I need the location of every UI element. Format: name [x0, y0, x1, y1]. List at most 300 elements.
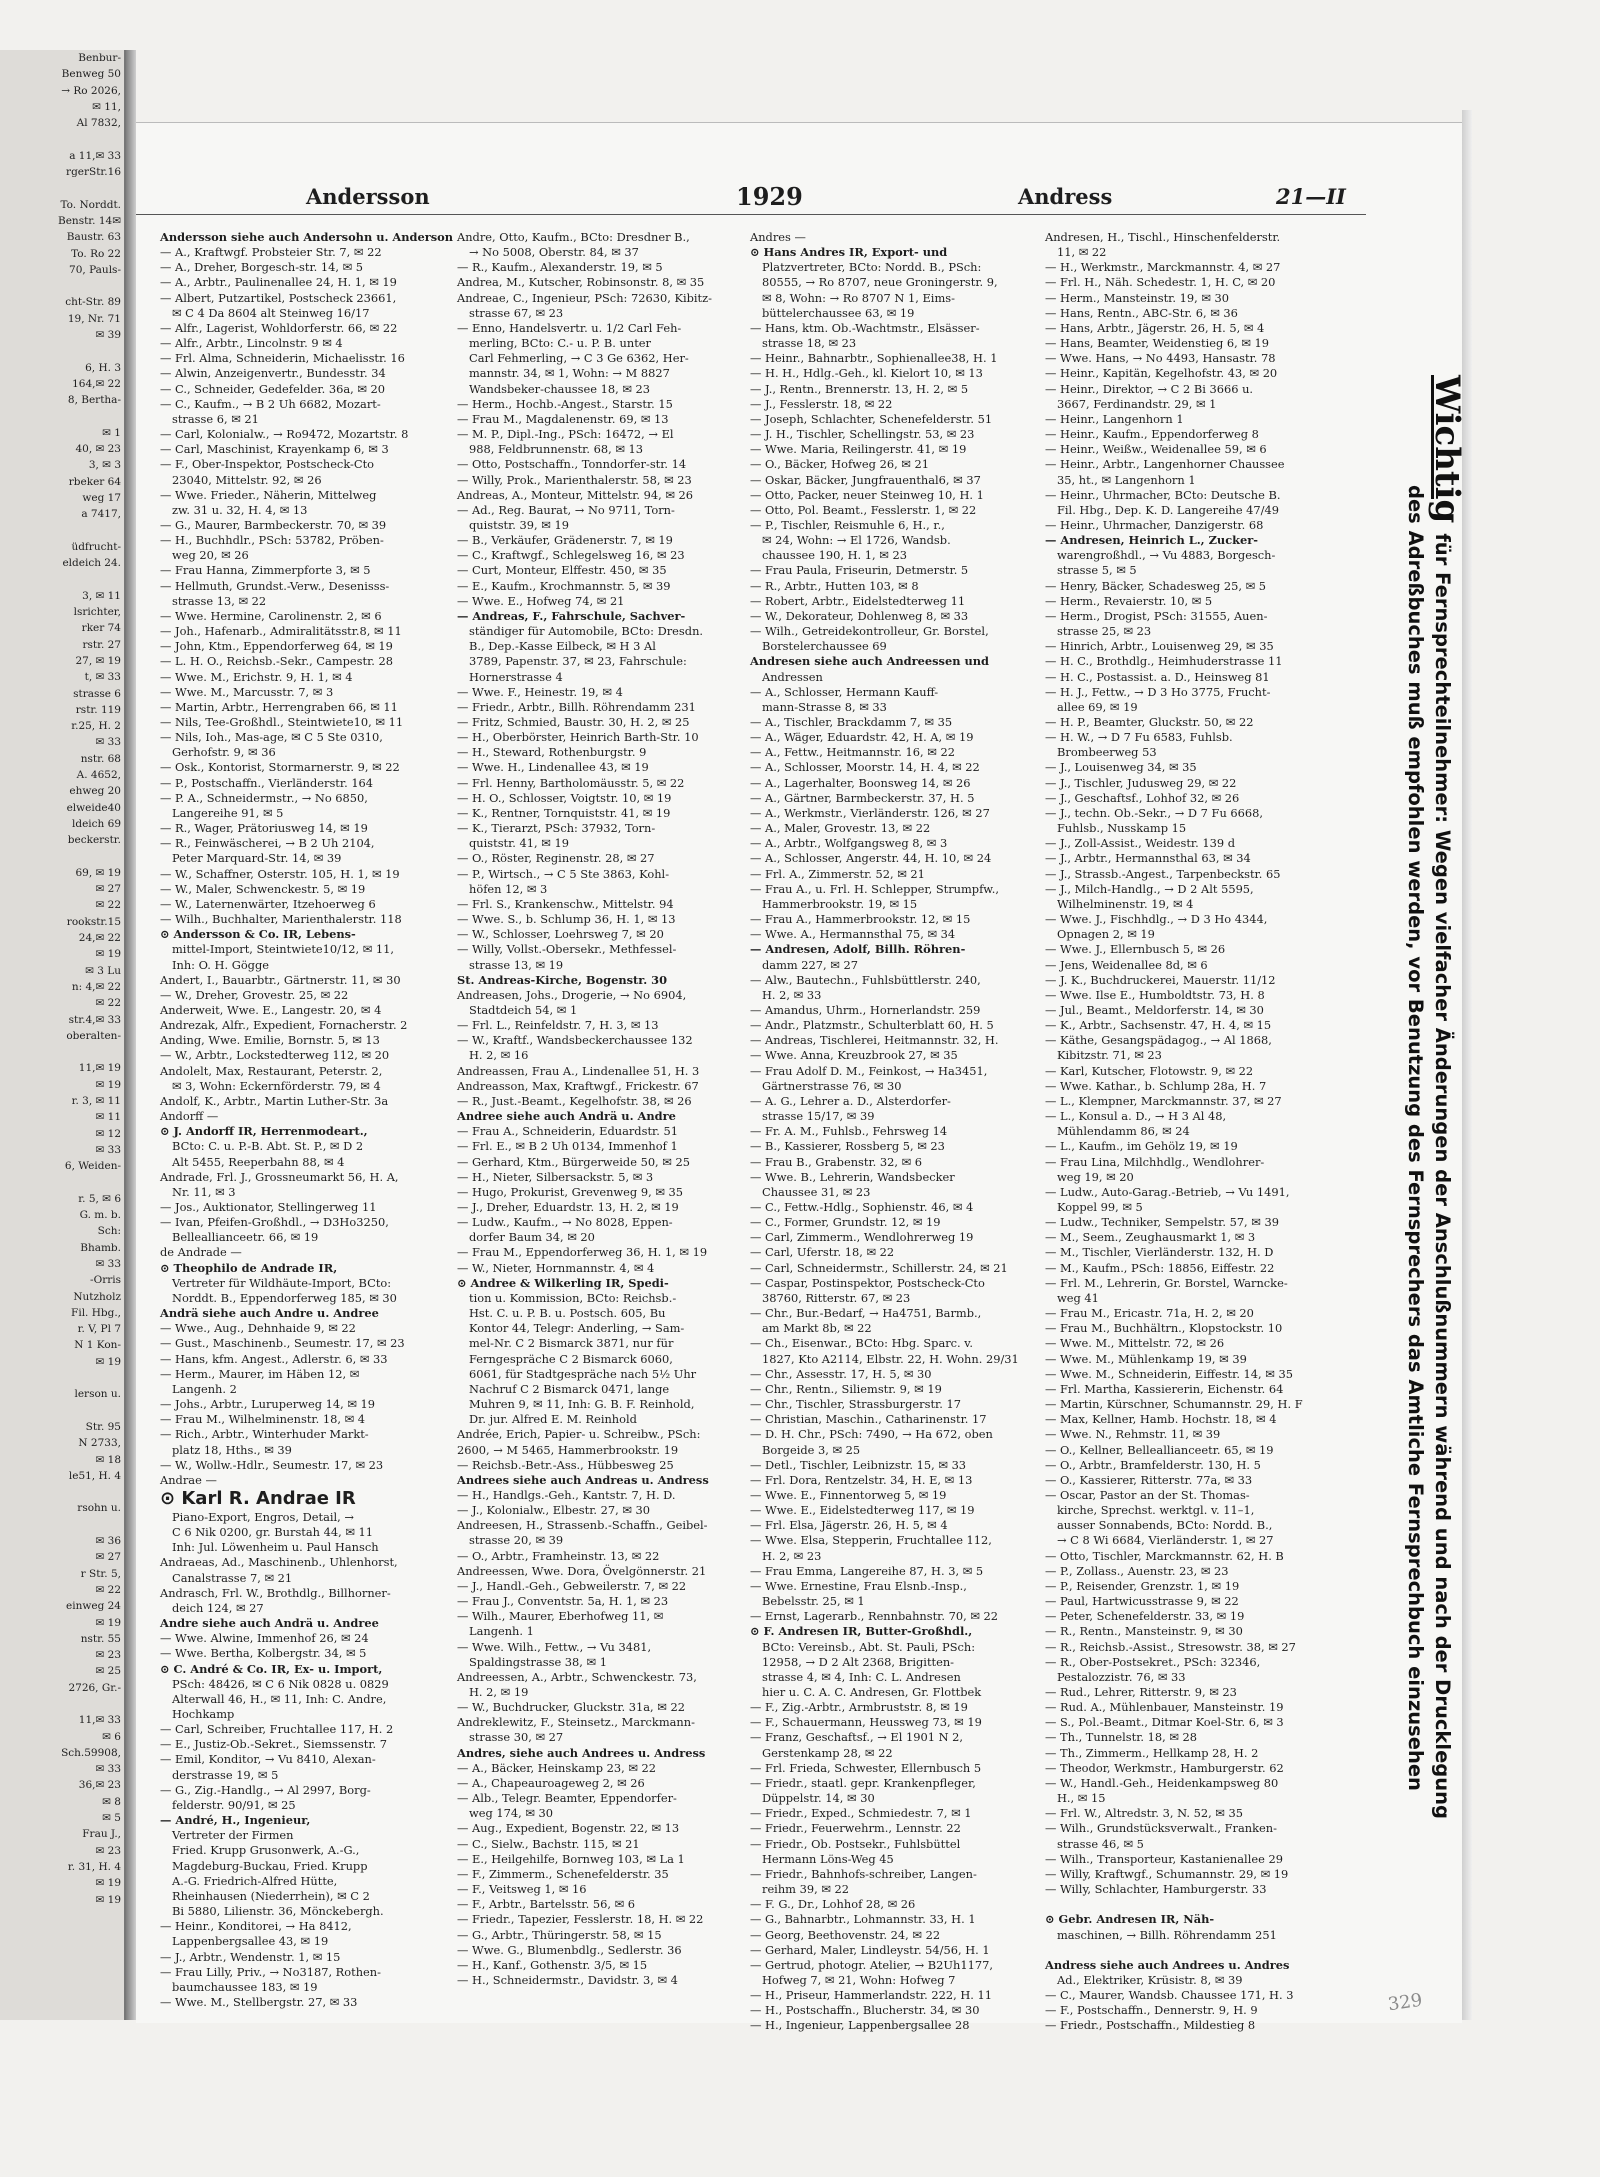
left-fragment-line: t, ✉ 33	[84, 671, 121, 684]
directory-entry: — W., Dekorateur, Dohlenweg 8, ✉ 33	[750, 608, 969, 623]
directory-entry: — Frau A., u. Frl. H. Schlepper, Strumpfw.,	[750, 881, 999, 896]
directory-entry: Borgeide 3, ✉ 25	[762, 1442, 861, 1457]
left-fragment-line: rookstr.15	[66, 915, 121, 928]
directory-entry: — Wwe. Maria, Reilingerstr. 41, ✉ 19	[750, 442, 967, 457]
directory-entry: — Wwe. F., Heinestr. 19, ✉ 4	[457, 684, 623, 699]
directory-entry: — W., Schlosser, Loehrsweg 7, ✉ 20	[457, 927, 664, 942]
directory-entry: — Frl. Dora, Rentzelstr. 34, H. E, ✉ 13	[750, 1472, 973, 1487]
directory-entry: — A., Wäger, Eduardstr. 42, H. A, ✉ 19	[750, 730, 974, 745]
directory-entry: — Hans, Arbtr., Jägerstr. 26, H. 5, ✉ 4	[1045, 320, 1265, 335]
directory-entry: 12958, → D 2 Alt 2368, Brigitten-	[762, 1654, 955, 1669]
directory-entry: — Heinr., Kaufm., Eppendorferweg 8	[1045, 427, 1259, 442]
directory-entry: — A., Werkmstr., Vierländerstr. 126, ✉ 27	[750, 805, 990, 820]
directory-entry: 3789, Papenstr. 37, ✉ 23, Fahrschule:	[469, 654, 687, 669]
directory-entry: — Albert, Putzartikel, Postscheck 23661,	[160, 290, 397, 305]
directory-entry: Rheinhausen (Niederrhein), ✉ C 2	[172, 1888, 370, 1903]
directory-entry: — H. O., Schlosser, Voigtstr. 10, ✉ 19	[457, 790, 672, 805]
directory-columns	[160, 230, 1360, 2033]
directory-entry: — Wwe. M., Schneiderin, Eiffestr. 14, ✉ 35	[1045, 1366, 1293, 1381]
directory-entry: — Heinr., Weißw., Weidenallee 59, ✉ 6	[1045, 442, 1267, 457]
directory-entry: — O., Arbtr., Bramfelderstr. 130, H. 5	[1045, 1457, 1261, 1472]
directory-entry: Ferngespräche C 2 Bismarck 6060,	[469, 1351, 673, 1366]
directory-entry: — H., Buchhdlr., PSch: 53782, Pröben-	[160, 533, 384, 548]
directory-entry: — H. H., Hdlg.-Geh., kl. Kielort 10, ✉ 13	[750, 366, 983, 381]
directory-entry: — Detl., Tischler, Leibnizstr. 15, ✉ 33	[750, 1457, 967, 1472]
directory-entry: — Oscar, Pastor an der St. Thomas-	[1045, 1487, 1250, 1502]
directory-entry: Andreessen, A., Arbtr., Schwenckestr. 73,	[457, 1669, 697, 1684]
directory-heading: Andres, siehe auch Andrees u. Andress	[457, 1745, 706, 1760]
directory-entry: — Frau M., Eppendorferweg 36, H. 1, ✉ 19	[457, 1245, 708, 1260]
directory-entry: — H., Postschaffn., Blucherstr. 34, ✉ 30	[750, 2003, 980, 2018]
left-fragment-line: 2726, Gr.-	[68, 1681, 121, 1694]
directory-entry: — J., Rentn., Brennerstr. 13, H. 2, ✉ 5	[750, 381, 969, 396]
directory-entry: Andrezak, Alfr., Expedient, Fornacherstr. 2	[160, 1018, 408, 1033]
directory-entry: de Andrade —	[160, 1245, 242, 1260]
column-4	[1045, 230, 1333, 2033]
directory-entry: weg 20, ✉ 26	[172, 548, 249, 563]
directory-entry: Andreesen, H., Strassenb.-Schaffn., Geibel-	[457, 1518, 708, 1533]
directory-entry: — J., Louisenweg 34, ✉ 35	[1045, 760, 1197, 775]
directory-entry: — W., Schaffner, Osterstr. 105, H. 1, ✉ 19	[160, 866, 400, 881]
directory-entry: Peter Marquard-Str. 14, ✉ 39	[172, 851, 342, 866]
left-fragment-line: ✉ 12	[95, 1127, 121, 1140]
directory-entry: Borstelerchaussee 69	[762, 639, 887, 654]
left-fragment-line: ✉ 5	[102, 1812, 121, 1825]
left-fragment-line: Sch:	[97, 1225, 121, 1238]
left-fragment-line	[0, 1370, 124, 1386]
left-fragment-line: 70, Pauls-	[69, 263, 121, 276]
directory-entry: Hornerstrasse 4	[469, 669, 563, 684]
directory-entry: — Herm., Revaierstr. 10, ✉ 5	[1045, 593, 1213, 608]
left-fragment-line: ✉ 39	[95, 329, 121, 342]
directory-entry: — Hans, ktm. Ob.-Wachtmstr., Elsässer-	[750, 320, 980, 335]
directory-entry: — Caspar, Postinspektor, Postscheck-Cto	[750, 1275, 985, 1290]
directory-entry: ständiger für Automobile, BCto: Dresdn.	[469, 624, 704, 639]
left-fragment-line: ✉ 11,	[92, 100, 121, 113]
directory-entry: — C., Maurer, Wandsb. Chaussee 171, H. 3	[1045, 1988, 1294, 2003]
directory-entry: strasse 13, ✉ 19	[469, 957, 564, 972]
directory-entry: PSch: 48426, ✉ C 6 Nik 0828 u. 0829	[172, 1676, 389, 1691]
left-fragment-line: 27, ✉ 19	[75, 654, 121, 667]
directory-entry: baumchaussee 183, ✉ 19	[172, 1979, 318, 1994]
directory-entry: Langereihe 91, ✉ 5	[172, 805, 284, 820]
directory-entry: — Ludw., Kaufm., → No 8028, Eppen-	[457, 1215, 673, 1230]
directory-entry: — Karl, Kutscher, Flotowstr. 9, ✉ 22	[1045, 1063, 1254, 1078]
directory-entry: Hochkamp	[172, 1707, 235, 1721]
directory-entry: 38760, Ritterstr. 67, ✉ 23	[762, 1290, 911, 1305]
left-fragment-line: ✉ 19	[95, 1355, 121, 1368]
directory-entry: — Wwe. Wilh., Fettw., → Vu 3481,	[457, 1639, 652, 1654]
directory-entry: Andrée, Erich, Papier- u. Schreibw., PSch:	[457, 1427, 701, 1442]
directory-entry: — Frau Adolf D. M., Feinkost, → Ha3451,	[750, 1063, 988, 1078]
directory-entry: H. 2, ✉ 23	[762, 1548, 822, 1563]
directory-entry: — Herm., Hochb.-Angest., Starstr. 15	[457, 396, 673, 411]
directory-entry: — L., Konsul a. D., → H 3 Al 48,	[1045, 1109, 1227, 1124]
directory-entry: — Nils, Tee-Großhdl., Steintwiete10, ✉ 11	[160, 715, 404, 729]
directory-entry: 2600, → M 5465, Hammerbrookstr. 19	[457, 1442, 679, 1457]
left-fragment-line: ✉ 3 Lu	[85, 964, 121, 977]
directory-entry: H., ✉ 15	[1057, 1791, 1106, 1806]
directory-entry: Bebelsstr. 25, ✉ 1	[762, 1594, 865, 1609]
directory-entry: — A., Bäcker, Heinskamp 23, ✉ 22	[457, 1760, 657, 1775]
directory-entry: Koppel 99, ✉ 5	[1057, 1200, 1143, 1214]
directory-entry: — Hans, kfm. Angest., Adlerstr. 6, ✉ 33	[160, 1351, 388, 1366]
directory-heading: Andress siehe auch Andrees u. Andres	[1045, 1957, 1290, 1972]
directory-heading: ⊙ C. André & Co. IR, Ex- u. Import,	[160, 1661, 383, 1676]
directory-entry: — A., Arbtr., Paulinenallee 24, H. 1, ✉ 19	[160, 275, 397, 290]
directory-heading: Andree siehe auch Andrä u. Andre	[457, 1109, 676, 1124]
directory-entry: zw. 31 u. 32, H. 4, ✉ 13	[172, 502, 308, 517]
directory-entry: — Gerhard, Ktm., Bürgerweide 50, ✉ 25	[457, 1154, 690, 1169]
directory-entry: — W., Nieter, Hornmannstr. 4, ✉ 4	[457, 1260, 655, 1275]
directory-entry: — Wwe. M., Erichstr. 9, H. 1, ✉ 4	[160, 669, 353, 684]
directory-entry: → No 5008, Oberstr. 84, ✉ 37	[469, 245, 639, 260]
directory-entry: — A., Tischler, Brackdamm 7, ✉ 35	[750, 715, 953, 729]
left-fragment-line: 3, ✉ 3	[88, 459, 121, 472]
directory-entry: Gerhofstr. 9, ✉ 36	[172, 745, 276, 760]
directory-entry: — Friedr., Postschaffn., Mildestieg 8	[1045, 2018, 1256, 2033]
left-fragment-line: Fil. Hbg.,	[71, 1306, 121, 1319]
directory-entry: — H., Nieter, Silbersackstr. 5, ✉ 3	[457, 1169, 654, 1184]
directory-entry: — Herm., Mansteinstr. 19, ✉ 30	[1045, 290, 1229, 305]
directory-entry: — Chr., Assesstr. 17, H. 5, ✉ 30	[750, 1366, 932, 1381]
directory-entry: Andrade, Frl. J., Grossneumarkt 56, H. A,	[160, 1169, 399, 1184]
directory-entry: — Wwe. Hermine, Carolinenstr. 2, ✉ 6	[160, 608, 382, 623]
left-fragment-line: ✉ 19	[95, 1616, 121, 1629]
directory-entry: — Wilh., Grundstücksverwalt., Franken-	[1045, 1821, 1277, 1836]
directory-entry: — F., Schauermann, Heussweg 73, ✉ 19	[750, 1715, 982, 1730]
left-fragment-line: 11,✉ 19	[78, 1062, 121, 1075]
directory-entry: — Heinr., Direktor, → C 2 Bi 3666 u.	[1045, 381, 1254, 396]
directory-entry: — Frau B., Grabenstr. 32, ✉ 6	[750, 1154, 923, 1169]
page-header	[136, 178, 1366, 215]
directory-entry: — Heinr., Uhrmacher, BCto: Deutsche B.	[1045, 487, 1281, 502]
directory-heading: ⊙ Karl R. Andrae IR	[160, 1487, 356, 1509]
directory-entry: — Ludw., Auto-Garag.-Betrieb, → Vu 1491,	[1045, 1184, 1290, 1199]
directory-entry: — Martin, Kürschner, Schumannstr. 29, H. F	[1045, 1397, 1303, 1412]
directory-entry: — Hugo, Prokurist, Grevenweg 9, ✉ 35	[457, 1184, 683, 1199]
directory-entry: Wilhelminenstr. 19, ✉ 4	[1057, 896, 1194, 911]
directory-entry: Langenh. 1	[469, 1624, 534, 1639]
directory-entry: mittel-Import, Steintwiete10/12, ✉ 11,	[172, 942, 395, 957]
directory-entry: — J., Kolonialw., Elbestr. 27, ✉ 30	[457, 1503, 651, 1518]
left-fragment-line: 6, H. 3	[85, 361, 121, 374]
directory-entry: — H., Schneidermstr., Davidstr. 3, ✉ 4	[457, 1972, 678, 1987]
directory-entry: — Fritz, Schmied, Baustr. 30, H. 2, ✉ 25	[457, 715, 690, 729]
directory-entry: — Oskar, Bäcker, Jungfrauenthal6, ✉ 37	[750, 472, 981, 487]
directory-entry: — P., Zollass., Auenstr. 23, ✉ 23	[1045, 1563, 1229, 1578]
left-fragment-line: ✉ 23	[95, 1649, 121, 1662]
directory-heading: ⊙ Gebr. Andresen IR, Näh-	[1045, 1912, 1215, 1927]
directory-entry: — O., Röster, Reginenstr. 28, ✉ 27	[457, 851, 655, 866]
directory-entry: Anding, Wwe. Emilie, Bornstr. 5, ✉ 13	[160, 1033, 380, 1048]
directory-entry: — A. G., Lehrer a. D., Alsterdorfer-	[750, 1093, 951, 1108]
directory-entry: allee 69, ✉ 19	[1057, 699, 1138, 714]
directory-entry: — Rich., Arbtr., Winterhuder Markt-	[160, 1427, 369, 1442]
directory-entry: — Wilh., Getreidekontrolleur, Gr. Borstel,	[750, 624, 989, 639]
left-fragment-line	[0, 1403, 124, 1419]
directory-entry: weg 174, ✉ 30	[469, 1806, 554, 1821]
directory-entry: — Wwe. Elsa, Stepperin, Fruchtallee 112,	[750, 1533, 992, 1548]
directory-entry: 11, ✉ 22	[1057, 245, 1107, 260]
directory-entry: — J., Tischler, Judusweg 29, ✉ 22	[1045, 775, 1237, 790]
directory-entry: — Franz, Geschaftsf., → El 1901 N 2,	[750, 1730, 964, 1745]
left-fragment-line: r. V, Pl 7	[77, 1323, 121, 1336]
directory-entry: — Willy, Schlachter, Hamburgerstr. 33	[1045, 1882, 1267, 1897]
directory-entry: — Frau Hanna, Zimmerpforte 3, ✉ 5	[160, 563, 371, 578]
directory-entry: hier u. C. A. C. Andresen, Gr. Flottbek	[762, 1685, 982, 1699]
header-left-keyword: Andersson	[306, 184, 430, 209]
directory-entry: — Hinrich, Arbtr., Louisenweg 29, ✉ 35	[1045, 639, 1274, 654]
directory-entry: — Hans, Rentn., ABC-Str. 6, ✉ 36	[1045, 305, 1238, 320]
directory-entry: — Ch., Eisenwar., BCto: Hbg. Sparc. v.	[750, 1336, 974, 1351]
left-fragment-line: N 1 Kon-	[74, 1339, 121, 1352]
directory-entry: warengroßhdl., → Vu 4883, Borgesch-	[1057, 548, 1276, 563]
directory-entry: — Alb., Telegr. Beamter, Eppendorfer-	[457, 1791, 677, 1806]
directory-entry: — Wwe. Ilse E., Humboldtstr. 73, H. 8	[1045, 987, 1265, 1002]
directory-entry: — Friedr., staatl. gepr. Krankenpfleger,	[750, 1775, 976, 1790]
directory-entry: — Johs., Arbtr., Luruperweg 14, ✉ 19	[160, 1397, 376, 1412]
directory-entry: — Friedr., Ob. Postsekr., Fuhlsbüttel	[750, 1836, 961, 1851]
left-fragment-line: ✉ 19	[95, 1078, 121, 1091]
left-fragment-line	[0, 849, 124, 865]
directory-entry: H. 2, ✉ 19	[469, 1685, 529, 1699]
directory-entry: — Curt, Monteur, Elffestr. 450, ✉ 35	[457, 563, 667, 578]
directory-entry: Vertreter der Firmen	[172, 1828, 294, 1843]
directory-entry: — Frl. A., Zimmerstr. 52, ✉ 21	[750, 866, 925, 881]
left-fragment-line: G. m. b.	[79, 1209, 121, 1222]
directory-entry: Belleallianceetr. 66, ✉ 19	[172, 1230, 319, 1245]
directory-entry: — Georg, Beethovenstr. 24, ✉ 22	[750, 1927, 941, 1942]
directory-entry: — Wwe. E., Hofweg 74, ✉ 21	[457, 593, 625, 608]
left-page-fragment	[0, 50, 126, 2020]
directory-entry: Muhren 9, ✉ 11, Inh: G. B. F. Reinhold,	[469, 1397, 695, 1412]
directory-entry: — Otto, Tischler, Marckmannstr. 62, H. B	[1045, 1548, 1284, 1563]
directory-entry: — Frau Lina, Milchhdlg., Wendlohrer-	[1045, 1154, 1265, 1169]
directory-entry: — J. K., Buchdruckerei, Mauerstr. 11/12	[1045, 972, 1276, 987]
directory-entry: Wandsbeker-chaussee 18, ✉ 23	[469, 381, 650, 396]
directory-entry: — G., Bahnarbtr., Lohmannstr. 33, H. 1	[750, 1912, 976, 1927]
directory-entry	[1045, 1897, 1333, 1912]
directory-entry: merling, BCto: C.- u. P. B. unter	[469, 336, 651, 351]
left-fragment-line: ✉ 27	[95, 883, 121, 896]
directory-entry: Inh: O. H. Gögge	[172, 957, 269, 972]
left-fragment-line: nstr. 55	[80, 1632, 121, 1645]
directory-entry: — Rud., Lehrer, Ritterstr. 9, ✉ 23	[1045, 1685, 1237, 1699]
directory-entry: — C., Former, Grundstr. 12, ✉ 19	[750, 1215, 941, 1230]
directory-entry: — E., Kaufm., Krochmannstr. 5, ✉ 39	[457, 578, 671, 593]
left-fragment-line: Str. 95	[85, 1420, 121, 1433]
directory-entry: 35, ht., ✉ Langenhorn 1	[1057, 472, 1196, 487]
directory-entry: — Wwe. E., Finnentorweg 5, ✉ 19	[750, 1487, 947, 1502]
directory-entry: — A., Fettw., Heitmannstr. 16, ✉ 22	[750, 745, 955, 760]
directory-entry: — Wwe. Frieder., Näherin, Mittelweg	[160, 487, 377, 502]
directory-entry: — Carl, Maschinist, Krayenkamp 6, ✉ 3	[160, 442, 389, 457]
left-fragment-line: ✉ 36	[95, 1535, 121, 1548]
directory-entry: — A., Lagerhalter, Boonsweg 14, ✉ 26	[750, 775, 971, 790]
left-fragment-line: ✉ 1	[102, 426, 121, 439]
directory-entry: — Wwe. E., Eidelstedterweg 117, ✉ 19	[750, 1503, 975, 1518]
directory-entry: — F., Ober-Inspektor, Postscheck-Cto	[160, 457, 375, 472]
directory-entry: — B., Verkäufer, Grädenerstr. 7, ✉ 19	[457, 533, 673, 548]
directory-entry: — C., Schneider, Gedefelder. 36a, ✉ 20	[160, 381, 386, 396]
notice-line-2: des Adreßbuches muß empfohlen werden, vor Benutzung des Fernsprechers das Amtliche Fernsprechbuch einzusehen	[1404, 485, 1427, 1791]
directory-entry: — Wwe. Hans, → No 4493, Hansastr. 78	[1045, 351, 1276, 366]
left-fragment-line: a 7417,	[81, 508, 121, 521]
directory-entry: — Friedr., Tapezier, Fesslerstr. 18, H. ✉ 22	[457, 1912, 704, 1927]
left-fragment-line: elweide40	[66, 801, 121, 814]
directory-entry: — F., Zig.-Arbtr., Armbruststr. 8, ✉ 19	[750, 1700, 968, 1715]
directory-entry: — Otto, Pol. Beamt., Fesslerstr. 1, ✉ 22	[750, 502, 977, 517]
directory-entry: — Frau Lilly, Priv., → No3187, Rothen-	[160, 1964, 381, 1979]
directory-entry: 23040, Mittelstr. 92, ✉ 26	[172, 472, 322, 487]
directory-heading: Andrees siehe auch Andreas u. Andress	[457, 1472, 709, 1487]
directory-entry: quiststr. 41, ✉ 19	[469, 836, 569, 851]
directory-entry: ausser Sonnabends, BCto: Nordd. B.,	[1057, 1518, 1273, 1533]
directory-entry: — Wwe. M., Marcusstr. 7, ✉ 3	[160, 684, 334, 699]
directory-heading: ⊙ Theophilo de Andrade IR,	[160, 1260, 338, 1275]
left-fragment-line: r. 3, ✉ 11	[71, 1095, 121, 1107]
left-fragment-line: 19, Nr. 71	[67, 312, 121, 325]
directory-heading: ⊙ J. Andorff IR, Herrenmodeart.,	[160, 1124, 368, 1139]
directory-entry: Vertreter für Wildhäute-Import, BCto:	[172, 1275, 392, 1290]
directory-entry: — Ludw., Techniker, Sempelstr. 57, ✉ 39	[1045, 1215, 1279, 1230]
directory-entry: — Friedr., Bahnhofs-schreiber, Langen-	[750, 1866, 977, 1881]
directory-entry: Ad., Elektriker, Krüsistr. 8, ✉ 39	[1057, 1972, 1243, 1987]
directory-entry: — P. A., Schneidermstr., → No 6850,	[160, 790, 368, 805]
directory-entry: — Alwin, Anzeigenvertr., Bundesstr. 34	[160, 366, 386, 381]
left-fragment-line: Nutzholz	[73, 1290, 121, 1303]
directory-heading: — Andreas, F., Fahrschule, Sachver-	[457, 608, 686, 623]
directory-entry: — H., Werkmstr., Marckmannstr. 4, ✉ 27	[1045, 260, 1281, 275]
left-fragment-line: -Orris	[90, 1274, 121, 1287]
directory-entry: — Peter, Schenefelderstr. 33, ✉ 19	[1045, 1609, 1245, 1624]
left-fragment-line: le51, H. 4	[68, 1469, 121, 1482]
directory-entry: BCto: Vereinsb., Abt. St. Pauli, PSch:	[762, 1639, 976, 1654]
directory-entry: BCto: C. u. P.-B. Abt. St. P., ✉ D 2	[172, 1139, 364, 1154]
left-fragment-line: To. Ro 22	[71, 247, 121, 260]
directory-entry: — Friedr., Exped., Schmiedestr. 7, ✉ 1	[750, 1806, 972, 1821]
directory-entry: — J., Arbtr., Hermannsthal 63, ✉ 34	[1045, 851, 1251, 866]
directory-entry: ✉ 8, Wohn: → Ro 8707 N 1, Eims-	[762, 290, 955, 305]
directory-entry: Stadtdeich 54, ✉ 1	[469, 1002, 578, 1017]
directory-entry: — M. P., Dipl.-Ing., PSch: 16472, → El	[457, 427, 674, 442]
directory-entry: — H., Oberbörster, Heinrich Barth-Str. 10	[457, 730, 699, 745]
directory-entry: — H. J., Fettw., → D 3 Ho 3775, Frucht-	[1045, 684, 1271, 699]
directory-entry: deich 124, ✉ 27	[172, 1600, 264, 1615]
directory-entry: — C., Fettw.-Hdlg., Sophienstr. 46, ✉ 4	[750, 1200, 974, 1214]
directory-entry: strasse 15/17, ✉ 39	[762, 1109, 875, 1124]
directory-entry: — J., Geschaftsf., Lohhof 32, ✉ 26	[1045, 790, 1240, 805]
header-year: 1929	[736, 182, 803, 211]
directory-entry: H. 2, ✉ 16	[469, 1048, 529, 1063]
directory-entry: — Th., Tunnelstr. 18, ✉ 28	[1045, 1730, 1198, 1745]
directory-entry: — Gust., Maschinenb., Seumestr. 17, ✉ 23	[160, 1336, 405, 1351]
directory-entry: strasse 30, ✉ 27	[469, 1730, 564, 1745]
left-fragment-line	[0, 1484, 124, 1500]
directory-entry: — F., Veitsweg 1, ✉ 16	[457, 1882, 587, 1897]
directory-entry: — Alfr., Arbtr., Lincolnstr. 9 ✉ 4	[160, 336, 343, 351]
directory-entry: — Frau M., Wilhelminenstr. 18, ✉ 4	[160, 1412, 366, 1427]
directory-entry: — Frl. H., Näh. Schedestr. 1, H. C, ✉ 20	[1045, 275, 1276, 290]
left-fragment-line: weg 17	[82, 492, 121, 505]
left-fragment-line	[0, 572, 124, 588]
directory-entry: — Wwe. Bertha, Kolbergstr. 34, ✉ 5	[160, 1646, 367, 1661]
left-fragment-line: rstr. 119	[75, 703, 121, 716]
directory-entry: — Hans, Beamter, Weidenstieg 6, ✉ 19	[1045, 336, 1270, 351]
directory-entry: — H. C., Postassist. a. D., Heinsweg 81	[1045, 669, 1270, 684]
left-fragment-line: ✉ 23	[95, 1844, 121, 1857]
directory-entry: Carl Fehmerling, → C 3 Ge 6362, Her-	[469, 351, 689, 366]
directory-entry: Andrea, M., Kutscher, Robinsonstr. 8, ✉ 35	[457, 275, 705, 290]
directory-entry: — Chr., Rentn., Siliemstr. 9, ✉ 19	[750, 1381, 942, 1396]
directory-entry: — W., Kraftf., Wandsbeckerchaussee 132	[457, 1033, 693, 1048]
directory-entry: — Otto, Packer, neuer Steinweg 10, H. 1	[750, 487, 984, 502]
directory-entry: weg 41	[1057, 1290, 1099, 1305]
directory-entry: Alt 5455, Reeperbahn 88, ✉ 4	[172, 1154, 345, 1169]
directory-entry: Brombeerweg 53	[1057, 745, 1157, 760]
directory-entry: weg 19, ✉ 20	[1057, 1169, 1134, 1184]
directory-entry: — Willy, Kraftwgf., Schumannstr. 29, ✉ 19	[1045, 1866, 1289, 1881]
directory-entry: — B., Kassierer, Rossberg 5, ✉ 23	[750, 1139, 945, 1154]
left-fragment-line: cht-Str. 89	[65, 296, 121, 309]
left-fragment-line: rgerStr.16	[66, 166, 121, 179]
directory-entry: — Frau M., Ericastr. 71a, H. 2, ✉ 20	[1045, 1306, 1254, 1321]
left-fragment-line: ✉ 6	[102, 1730, 121, 1743]
column-2	[457, 230, 745, 2010]
directory-entry: H. 2, ✉ 33	[762, 987, 822, 1002]
directory-entry: strasse 6, ✉ 21	[172, 411, 259, 426]
directory-entry: Pestalozzistr. 76, ✉ 33	[1057, 1669, 1186, 1684]
directory-entry: — Wwe. M., Mühlenkamp 19, ✉ 39	[1045, 1351, 1247, 1366]
directory-entry: — Frl. W., Altredstr. 3, N. 52, ✉ 35	[1045, 1806, 1243, 1821]
directory-entry: — Wilh., Transporteur, Kastanienallee 29	[1045, 1851, 1283, 1866]
book-gutter	[126, 50, 136, 2020]
directory-entry: — P., Postschaffn., Vierländerstr. 164	[160, 775, 374, 790]
left-fragment-line: strasse 6	[73, 687, 121, 700]
directory-entry: — Chr., Tischler, Strassburgerstr. 17	[750, 1397, 961, 1412]
directory-entry: — G., Zig.-Handlg., → Al 2997, Borg-	[160, 1782, 371, 1797]
directory-entry: Piano-Export, Engros, Detail, →	[172, 1509, 354, 1524]
directory-entry: derstrasse 19, ✉ 5	[172, 1767, 279, 1782]
directory-entry: — Wwe. Alwine, Immenhof 26, ✉ 24	[160, 1631, 369, 1646]
directory-entry: — Carl, Kolonialw., → Ro9472, Mozartstr. 8	[160, 427, 409, 442]
directory-entry: — Otto, Postschaffn., Tonndorfer-str. 14	[457, 457, 687, 472]
directory-entry: Andresen, H., Tischl., Hinschenfelderstr.	[1045, 230, 1281, 244]
telephone-notice-sidebar	[1370, 375, 1467, 1819]
directory-entry: — Carl, Uferstr. 18, ✉ 22	[750, 1245, 895, 1260]
directory-entry: — Paul, Hartwicusstrasse 9, ✉ 22	[1045, 1594, 1239, 1609]
directory-entry: — Wwe. Ernestine, Frau Elsnb.-Insp.,	[750, 1578, 967, 1593]
directory-entry: — Frl. M., Lehrerin, Gr. Borstel, Warncke-	[1045, 1275, 1288, 1290]
column-1	[160, 230, 454, 2010]
left-fragment-line	[0, 1696, 124, 1712]
left-fragment-line	[0, 523, 124, 539]
notice-lead: Wichtig	[1427, 375, 1467, 524]
directory-entry: — Jens, Weidenallee 8d, ✉ 6	[1045, 957, 1208, 972]
directory-entry: — C., Kaufm., → B 2 Uh 6682, Mozart-	[160, 396, 381, 411]
directory-entry: — Rud. A., Mühlenbauer, Mansteinstr. 19	[1045, 1700, 1284, 1715]
directory-entry: — F. G., Dr., Lohhof 28, ✉ 26	[750, 1897, 916, 1912]
directory-entry: — Fr. A. M., Fuhlsb., Fehrsweg 14	[750, 1124, 948, 1139]
directory-heading: St. Andreas-Kirche, Bogenstr. 30	[457, 972, 668, 987]
directory-entry: — K., Tierarzt, PSch: 37932, Torn-	[457, 821, 656, 836]
directory-heading: Andersson siehe auch Andersohn u. Anderson	[160, 230, 454, 244]
directory-heading: ⊙ Andersson & Co. IR, Lebens-	[160, 927, 356, 942]
directory-entry: kirche, Sprechst. werktgl. v. 11–1,	[1057, 1503, 1255, 1518]
directory-entry: — John, Ktm., Eppendorferweg 64, ✉ 19	[160, 639, 393, 654]
directory-entry: — Theodor, Werkmstr., Hamburgerstr. 62	[1045, 1760, 1284, 1775]
